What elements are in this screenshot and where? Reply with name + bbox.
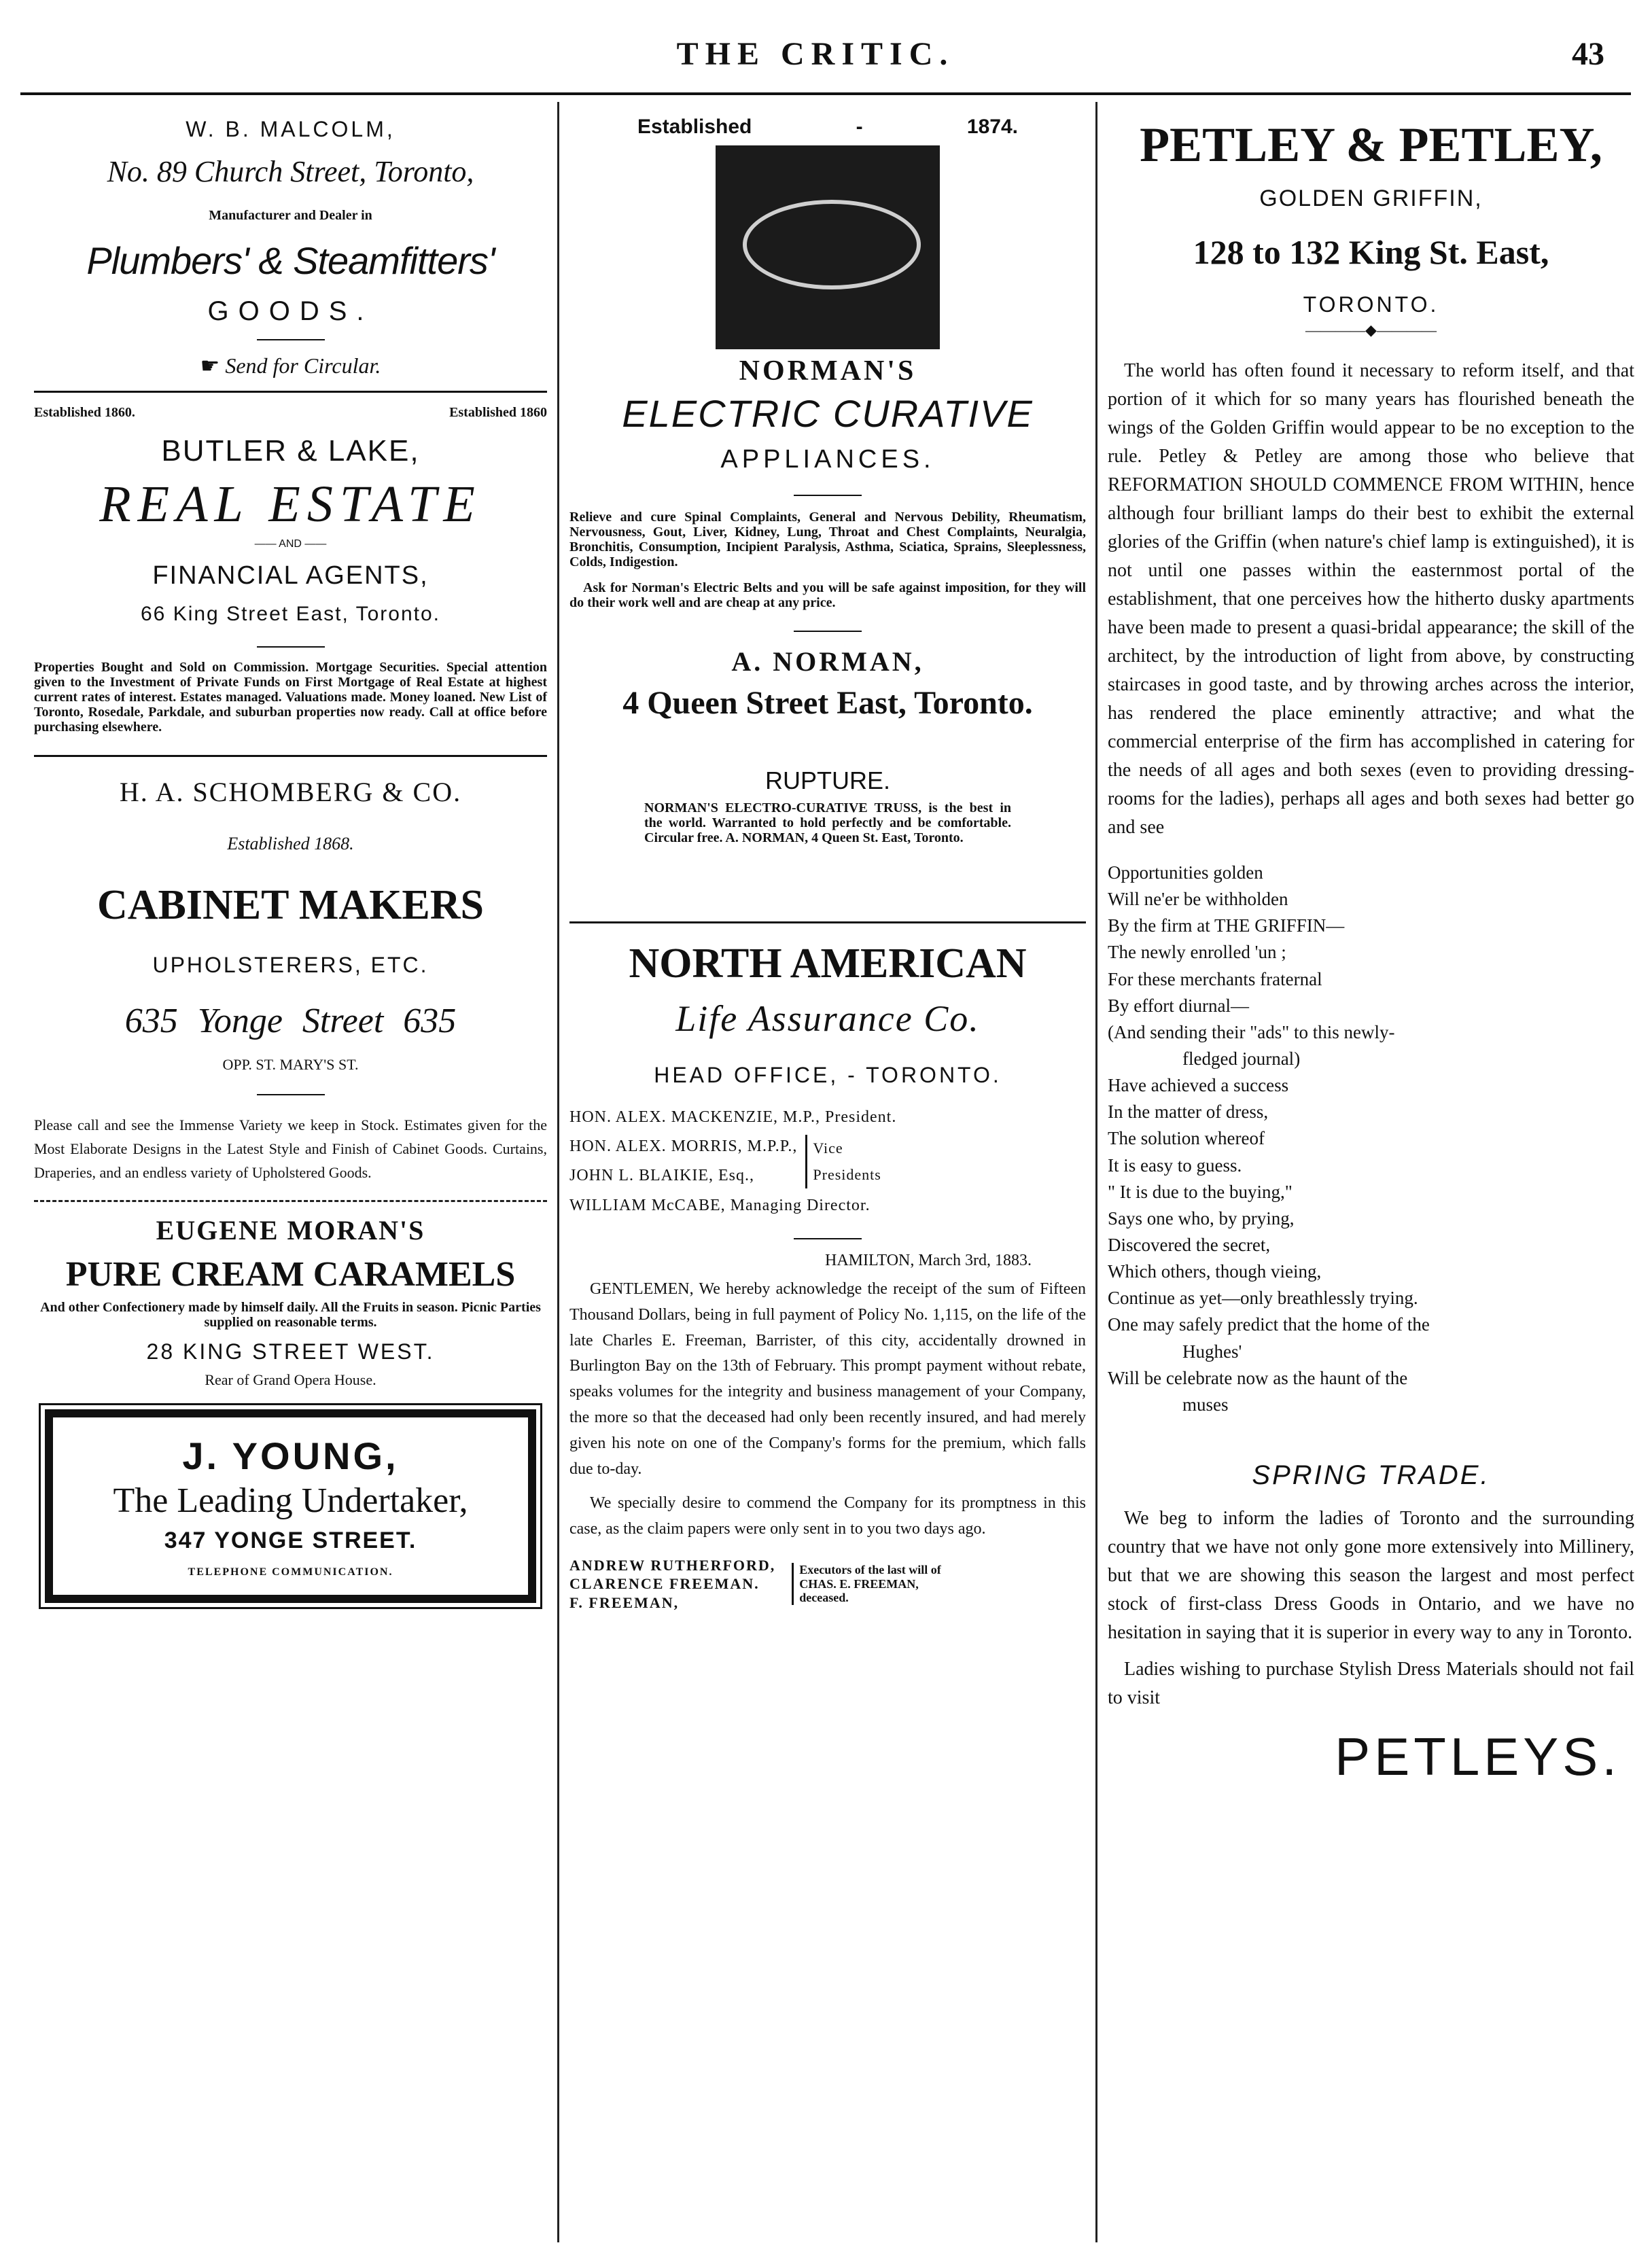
norman-established xyxy=(569,116,1086,139)
petley-name: PETLEY & PETLEY, xyxy=(1140,118,1602,172)
poem-line: By effort diurnal— xyxy=(1108,995,1249,1016)
norman-name: NORMAN'S xyxy=(739,355,917,387)
na-dateline: HAMILTON, March 3rd, 1883. xyxy=(825,1251,1032,1269)
petley-sub: GOLDEN GRIFFIN, xyxy=(1259,186,1483,211)
butler-est-left: Established 1860. xyxy=(34,405,135,420)
poem-line: One may safely predict that the home of the xyxy=(1108,1314,1430,1335)
norman-body2: Ask for Norman's Electric Belts and you will be safe against imposition, for they will do their work well and are cheap at any price. xyxy=(569,580,1086,610)
moran-body: And other Confectionery made by himself daily. All the Fruits in season. Picnic Parties supplied on reasonable terms. xyxy=(40,1299,541,1330)
norman-product: ELECTRIC CURATIVE xyxy=(622,392,1034,435)
schomberg-ad xyxy=(34,776,547,1185)
poem-line: Says one who, by prying, xyxy=(1108,1207,1295,1229)
schomberg-trade2: UPHOLSTERERS, ETC. xyxy=(152,953,429,977)
na-letter2: We specially desire to commend the Company for its promptness in this case, as the claim papers were only sent in to you two days ago. xyxy=(569,1494,1086,1538)
norman-address: 4 Queen Street East, Toronto. xyxy=(622,685,1033,721)
schomberg-opp: OPP. ST. MARY'S ST. xyxy=(222,1056,359,1073)
norman-est-dash: - xyxy=(856,116,863,138)
butler-established xyxy=(34,405,547,421)
butler-body: Properties Bought and Sold on Commission. Mortgage Securities. Special attention given to the Investment of Private Funds on First Mortgage of Real Estate at highest current rates of interest. Estates managed. Valuations made. Money loaned. New List of Toronto, Rosedale, Parkdale, and suburban properties now ready. Call at office before purchasing elsewhere. xyxy=(34,660,547,735)
na-signer: F. FREEMAN, xyxy=(569,1593,680,1611)
petley-city: TORONTO. xyxy=(1303,292,1439,317)
column-right xyxy=(1108,102,1634,1795)
na-officer: JOHN L. BLAIKIE, Esq., xyxy=(569,1167,754,1185)
na-executors: Executors of the last will of CHAS. E. FREEMAN, deceased. xyxy=(792,1563,942,1605)
divider xyxy=(257,646,325,648)
na-vice-label: Vice Presidents xyxy=(805,1135,915,1188)
poem-line: muses xyxy=(1182,1394,1229,1415)
schomberg-trade: CABINET MAKERS xyxy=(96,882,485,928)
poem-line: Opportunities golden xyxy=(1108,862,1263,883)
divider xyxy=(794,631,862,632)
na-vice-group xyxy=(569,1132,1086,1190)
na-sub: Life Assurance Co. xyxy=(675,998,980,1039)
butler-business: REAL ESTATE xyxy=(99,476,482,533)
norman-est-left: Established xyxy=(637,116,752,138)
divider xyxy=(794,1238,862,1239)
norman-est-year: 1874. xyxy=(966,116,1018,138)
butler-est-right: Established 1860 xyxy=(449,405,547,420)
na-signers xyxy=(569,1556,775,1612)
poem-line: Hughes' xyxy=(1182,1341,1242,1362)
petley-ad xyxy=(1108,117,1634,1788)
poem-line: It is easy to guess. xyxy=(1108,1154,1242,1176)
page-number: 43 xyxy=(1572,36,1604,72)
malcolm-desc: Manufacturer and Dealer in xyxy=(209,208,372,223)
moran-address: 28 KING STREET WEST. xyxy=(146,1339,435,1364)
na-vice-names xyxy=(569,1132,797,1190)
moran-product: PURE CREAM CARAMELS xyxy=(65,1254,516,1294)
malcolm-product: Plumbers' & Steamfitters' xyxy=(86,239,495,282)
butler-agents: FINANCIAL AGENTS, xyxy=(152,561,429,590)
column-left xyxy=(34,102,547,1603)
na-office: HEAD OFFICE, - TORONTO. xyxy=(654,1063,1002,1087)
norman-belt-engraving xyxy=(716,145,940,349)
poem-line: Will be celebrate now as the haunt of the xyxy=(1108,1367,1408,1388)
rupture-title: RUPTURE. xyxy=(765,766,890,794)
north-american-ad xyxy=(569,940,1086,1612)
poem-line: By the firm at THE GRIFFIN— xyxy=(1108,915,1345,936)
na-signer: CLARENCE FREEMAN. xyxy=(569,1575,760,1593)
petley-address: 128 to 132 King St. East, xyxy=(1193,233,1549,271)
divider xyxy=(569,921,1086,923)
na-officer: HON. ALEX. MORRIS, M.P.P., xyxy=(569,1137,798,1156)
petley-body: The world has often found it necessary to reform itself, and that portion of it which for so many years has flourished beneath the wings of the Golden Griffin would appear to be no exception to the rule. Petley & Petley are among those who believe that REFORMATION SHOULD COMMENCE FROM WITHIN, hence although four brilliant lamps do their best to exhibit the external glories of the Griffin (when nature's chief lamp is extinguished), it is not until one passes within the easternmost portal of the establishment, that one perceives how the hitherto dusky apartments have been made to present a quasi-bridal appearance; the skill of the architect, by the introduction of light from above, by constructing staircases in good taste, and by throwing arches across the interior, has rendered the place eminently attractive; and what the commercial enterprise of the firm has accomplished in catering for the needs of all ages and both sexes (even to providing dressing-rooms for the ladies), perhaps all ages and both sexes had better go and see xyxy=(1108,360,1634,838)
moran-name: EUGENE MORAN'S xyxy=(156,1214,425,1246)
schomberg-name: H. A. SCHOMBERG & CO. xyxy=(119,777,462,807)
divider xyxy=(257,339,325,340)
poem-line: Which others, though vieing, xyxy=(1108,1261,1322,1282)
petley-poem xyxy=(1108,860,1634,1418)
butler-address: 66 King Street East, Toronto. xyxy=(140,603,440,625)
rupture-body: NORMAN'S ELECTRO-CURATIVE TRUSS, is the best in the world. Warranted to hold perfectly and be comfortable. Circular free. A. NORMAN, 4 Queen St. East, Toronto. xyxy=(644,800,1011,845)
spring-body2: Ladies wishing to purchase Stylish Dress Materials should not fail to visit xyxy=(1108,1658,1634,1708)
moran-ad xyxy=(34,1214,547,1389)
na-name: NORTH AMERICAN xyxy=(629,940,1027,987)
header-rule xyxy=(20,92,1631,95)
malcolm-address: No. 89 Church Street, Toronto, xyxy=(107,155,474,188)
malcolm-ad xyxy=(34,117,547,378)
young-ad xyxy=(45,1409,536,1603)
page-header xyxy=(0,35,1652,90)
poem-line: fledged journal) xyxy=(1182,1048,1301,1069)
poem-line: " It is due to the buying," xyxy=(1108,1181,1293,1202)
malcolm-name: W. B. MALCOLM, xyxy=(186,117,396,141)
page-title: THE CRITIC. xyxy=(676,36,955,72)
norman-sign: A. NORMAN, xyxy=(731,646,924,677)
malcolm-circular-text: Send for Circular. xyxy=(225,353,381,378)
divider xyxy=(257,1094,325,1095)
spring-title: SPRING TRADE. xyxy=(1252,1460,1490,1490)
butler-and-text: AND xyxy=(279,538,302,550)
moran-rear: Rear of Grand Opera House. xyxy=(205,1371,376,1388)
na-officers xyxy=(569,1103,1086,1220)
malcolm-circular xyxy=(34,353,547,378)
poem-line: The solution whereof xyxy=(1108,1128,1265,1149)
divider xyxy=(34,1200,547,1202)
divider xyxy=(34,391,547,393)
schomberg-est: Established 1868. xyxy=(227,834,354,853)
column-divider xyxy=(557,102,559,2242)
na-officer: HON. ALEX. MACKENZIE, M.P., President. xyxy=(569,1108,897,1126)
poem-line: Have achieved a success xyxy=(1108,1075,1289,1096)
spring-body: We beg to inform the ladies of Toronto and the surrounding country that we have not only gone more extensively into Millinery, but that we are showing this season the largest and most perfect stock of first-class Dress Goods in Ontario, and we have no hesitation in saying that it is superior in every way to any in Toronto. xyxy=(1108,1507,1634,1643)
poem-line: (And sending their "ads" to this newly- xyxy=(1108,1021,1395,1042)
na-signature xyxy=(569,1556,1086,1612)
norman-body: Relieve and cure Spinal Complaints, General and Nervous Debility, Rheumatism, Nervousness, Gout, Liver, Kidney, Lung, Throat and Chest Complaints, Neuralgia, Bronchitis, Consumption, Incipient Paralysis, Asthma, Sciatica, Sprains, Sleeplessness, Colds, Indigestion. xyxy=(569,510,1086,569)
na-signer: ANDREW RUTHERFORD, xyxy=(569,1556,776,1574)
poem-line: For these merchants fraternal xyxy=(1108,968,1322,989)
poem-line: Continue as yet—only breathlessly trying. xyxy=(1108,1288,1418,1309)
schomberg-body: Please call and see the Immense Variety we keep in Stock. Estimates given for the Most Elaborate Designs in the Latest Style and Finish of Cabinet Goods. Curtains, Draperies, and an endless variety of Upholstered Goods. xyxy=(34,1116,547,1182)
divider xyxy=(34,755,547,757)
young-name: J. YOUNG, xyxy=(182,1434,399,1477)
malcolm-goods: GOODS. xyxy=(207,296,374,326)
column-center xyxy=(569,102,1086,1619)
poem-line: In the matter of dress, xyxy=(1108,1101,1269,1123)
divider xyxy=(794,495,862,496)
poem-line: The newly enrolled 'un ; xyxy=(1108,942,1286,963)
na-officer: WILLIAM McCABE, Managing Director. xyxy=(569,1196,871,1214)
butler-and: —— AND —— xyxy=(254,538,327,550)
young-telephone: TELEPHONE COMMUNICATION. xyxy=(188,1566,393,1578)
ornament-divider: ————◆———— xyxy=(1305,321,1437,338)
pointing-hand-icon: ☛ xyxy=(200,353,220,378)
poem-line: Will ne'er be withholden xyxy=(1108,889,1288,910)
butler-ad xyxy=(34,405,547,735)
butler-name: BUTLER & LAKE, xyxy=(161,434,420,468)
petley-sign: PETLEYS. xyxy=(1335,1726,1621,1786)
na-letter: GENTLEMEN, We hereby acknowledge the receipt of the sum of Fifteen Thousand Dollars, being in full payment of Policy No. 1,115, on the life of the late Charles E. Freeman, Barrister, of this city, accidentally drowned in Burlington Bay on the 13th of February. This prompt payment without rebate, speaks volumes for the integrity and business management of your Company, the more so that the deceased had only been recently insured, and had merely given his note on one of the Company's forms for the premium, which falls due to-day. xyxy=(569,1280,1086,1479)
young-title: The Leading Undertaker, xyxy=(113,1481,468,1520)
schomberg-address: 635 Yonge Street 635 xyxy=(124,1002,457,1040)
norman-ad xyxy=(569,116,1086,845)
column-divider xyxy=(1095,102,1097,2242)
poem-line: Discovered the secret, xyxy=(1108,1234,1271,1255)
young-address: 347 YONGE STREET. xyxy=(164,1527,417,1553)
norman-product2: APPLIANCES. xyxy=(720,445,935,474)
